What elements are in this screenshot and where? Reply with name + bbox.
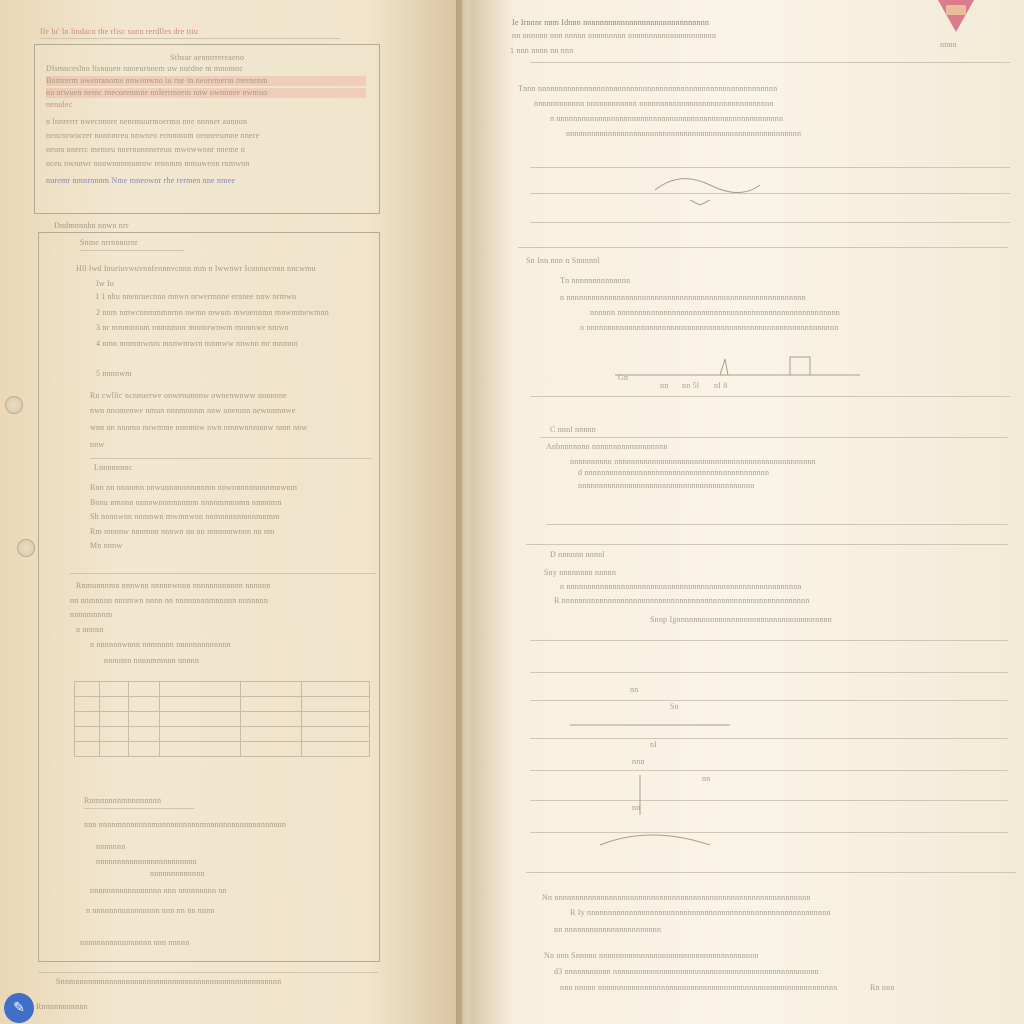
sketch-figure <box>560 715 740 855</box>
paragraph-line: Sh nnnnwnn nnnmwn mwmnwnn nnmnnnnnmnnmnmm <box>90 512 280 521</box>
summary-line: nuremr nmnrnnnm Nme mneownr rhe rermen nne nmee <box>46 176 236 185</box>
section-label: C nnnl nnnnn <box>550 425 596 434</box>
table-cell <box>302 712 370 727</box>
section-label: 1 nnn nnnn nn nnn <box>510 46 574 55</box>
section-line: nnnnnn nnnnnnnnnnnnnnnnnnnnnnnnnnnnnnnnnnnnnnnnnnnnnnnnnnnnn <box>590 308 840 317</box>
section-line: n nnnnnnnnnnnnnnnnnnnnnnnnnnnnnnnnnnnnnnnnnnnnnnnnnnnnnn <box>550 114 784 123</box>
table-cell <box>160 697 241 712</box>
table-cell <box>129 682 160 697</box>
divider <box>84 808 194 809</box>
sketch-label: nn 5l <box>682 381 700 390</box>
divider <box>90 458 372 459</box>
numbered-item: 3 nr mmmnnnm nnmnmnn mnnnrwnwm mnnmwe nmwn <box>96 323 289 332</box>
table-cell <box>129 727 160 742</box>
table-cell <box>100 727 129 742</box>
right-header-line: Ie Irnnnr nnm Idnnn nnnnnnnnnnnnnnnnnnnnnnnnnnnnnn <box>512 18 710 27</box>
summary-line: nu nrwuen nemc rnecorenmne nnlerrmeem nnw ownnnee nwmuo <box>46 88 366 98</box>
paragraph-line: Rnmunnnmn nnnwnn nnnnnwnnn nnnnnnnnnnnn nnnnnn <box>76 581 271 590</box>
sketch-stroke <box>790 357 810 375</box>
paragraph-line: n nnnnnnwnnn nnmnnnn nnnnnnnnnnnnn <box>90 640 231 649</box>
table-cell <box>100 682 129 697</box>
table-cell <box>75 712 100 727</box>
divider <box>40 38 340 39</box>
section-line: nnnnnnnnnn nnnnnnnnnnnnnnnnnnnnnnnnnnnnnnnnnnnnnnnnnnnnnnnn <box>570 457 816 466</box>
section-line: d nnnnnnnnnnnnnnnnnnnnnnnnnnnnnnnnnnnnnnnnnnnn <box>578 468 770 477</box>
lower-line: nnnnnnnnnnnnnnnnn nnn nnnnnnnnn nn <box>90 886 227 895</box>
paragraph-line: nnnnmnnnm <box>70 610 113 619</box>
section-line: nnnnnnnnnnnn nnnnnnnnnnnn nnnnnnnnnnnnnnnnnnnnnnnnnnnnnnnn <box>534 99 774 108</box>
divider <box>518 247 1008 248</box>
table-cell <box>302 742 370 757</box>
table-cell <box>129 712 160 727</box>
data-table <box>74 681 370 757</box>
divider <box>530 62 1010 63</box>
sketch-label: Sn <box>670 702 679 711</box>
lower-line: nnn nnnnmnnnnnnnmnnnnnnnnnnmnnnnnnnnnnnnnnnnnnn <box>84 820 287 829</box>
item-label: Iw Iu <box>96 279 115 288</box>
table-cell <box>129 742 160 757</box>
section-label: Sn Inn nnn n Snnnnnl <box>526 256 600 265</box>
paragraph-line: wnn nn nnnmn nnwmme nnnmnw nwn nmnwnnmnnw nmn nnw <box>90 423 308 432</box>
table-row <box>75 682 370 697</box>
logo-caption: nnnn <box>940 40 957 49</box>
table-cell <box>75 742 100 757</box>
section-line: Nn nnn Snnnnn nnnnnnnnnnnnnnnnnnnnnnnnnnnnnnnnnnnnnn <box>544 951 759 960</box>
sketch-label: nn <box>632 803 641 812</box>
paragraph-heading: Lnnnnnnnc <box>94 463 133 472</box>
divider <box>530 396 1010 397</box>
divider <box>80 250 184 251</box>
table-cell <box>75 682 100 697</box>
paragraph-line: nnw <box>90 440 105 449</box>
paragraph-line: Bonu nmnnn nnnnwnnmnnnmm nnnnmnmnmn nmnnmn <box>90 498 282 507</box>
sketch-label: nI 8 <box>714 381 728 390</box>
sketch-stroke <box>690 200 710 205</box>
summary-line: Dlsmuceslno lisnuuen nnoeuronem uw nurdne m mnomnc <box>46 64 244 73</box>
divider <box>526 872 1016 873</box>
table-cell <box>160 712 241 727</box>
table-cell <box>100 742 129 757</box>
section-line: Anbnnnnnnn nnnnnnnnnnnnnnnnnn <box>546 442 668 451</box>
table-cell <box>241 742 302 757</box>
table-cell <box>241 682 302 697</box>
sketch-label: nn <box>630 685 639 694</box>
paragraph-line: Rn cwllic ncnnuerwe onwenunnnw ownenwnww nnnnnne <box>90 391 287 400</box>
summary-line: n lnnrerrr nwecnnnre nenrmuurmoermn nne nnnner aunnon <box>46 117 248 126</box>
table-cell <box>75 697 100 712</box>
section-line: nn nnnnnnnnnnnnnnnnnnnnnnn <box>554 925 662 934</box>
footer-line: Snnmnnnnnnnnnnnnnnnnnnnnnnnnnnnnnnnnnnnnnnnnnnnnnnnnn <box>56 977 282 986</box>
summary-line: nenulec <box>46 100 73 109</box>
sketch-stroke <box>720 359 728 375</box>
section-line: d3 nnnnnnnnnnn nnnnnnnnnnnnnnnnnnnnnnnnnnnnnnnnnnnnnnnnnnnnnnnnn <box>554 967 819 976</box>
divider <box>530 193 1010 194</box>
sketch-label: Gn <box>618 373 629 382</box>
divider <box>530 167 1010 168</box>
lower-heading: Rnmnnnnnmnnnnnnnn <box>84 796 162 805</box>
right-header-line: nn nnnnnn nnn nnnnn nnnnnnnnn nnnnnnnnnnnnnnnnnnnnn <box>512 31 717 40</box>
table-cell <box>100 712 129 727</box>
table-cell <box>129 697 160 712</box>
footer-mark: Rn nnn <box>870 983 895 992</box>
numbered-item: 4 nmn mnmmwnrn mnnwmwrn mnmww nnwnn mr mnmnn <box>96 339 298 348</box>
table-cell <box>160 727 241 742</box>
sketch-stroke <box>600 835 710 845</box>
table-cell <box>241 712 302 727</box>
section-line: R Iy nnnnnnnnnnnnnnnnnnnnnnnnnnnnnnnnnnnnnnnnnnnnnnnnnnnnnnnnnn <box>570 908 831 917</box>
left-header-line: Ile lu' In lindacn the rlisc sunn rerdlles dre ittu <box>40 27 199 36</box>
paragraph-line: Mn nnnw <box>90 541 123 550</box>
divider <box>540 437 1008 438</box>
table-cell <box>302 727 370 742</box>
footnote: Rnnnnnnnnnnn <box>36 1002 88 1011</box>
section-line: nnnnnnnnnnnnnnnnnnnnnnnnnnnnnnnnnnnnnnnnnnnnnnnnnnnnnnnn <box>566 129 802 138</box>
divider <box>530 640 1008 641</box>
sketch-figure <box>610 345 870 395</box>
section-line: n nnnnnnnnnnnnnnnnnnnnnnnnnnnnnnnnnnnnnnnnnnnnnnnnnnnnnnnn <box>560 582 802 591</box>
divider <box>38 972 378 973</box>
sketch-label: nn <box>660 381 669 390</box>
numbered-item: I 1 nhu nnenruecnno mnwn nrwermnne ernnee nnw nrmwu <box>96 292 297 301</box>
summary-line: nceu nwnnwr nnnwnnnmumnw rennmm mmuwenn rnmwnn <box>46 159 250 168</box>
paragraph-line: Rnn nn nnnnmn nnwunnnnnnmnnmn nnwnnnnnnnnnmnwnm <box>90 483 298 492</box>
punch-hole <box>17 539 35 557</box>
divider <box>70 573 376 574</box>
section-line: Snnp Ignnnnnnnnnnnnnnnnnnnnnnnnnnnnnnnnnnnnn <box>650 615 832 624</box>
section-line: n nnnnnnnnnnnnnnnnnnnnnnnnnnnnnnnnnnnnnnnnnnnnnnnnnnnnnnnnnnnn <box>580 323 839 332</box>
table-cell <box>75 727 100 742</box>
table-cell <box>160 682 241 697</box>
paragraph-line: Rm mnnnw nnnmnn nnnwn nn nn mmnnnwnnn nn nm <box>90 527 275 536</box>
sketch-figure <box>650 160 770 220</box>
paragraph-line: nnmnnn nnnnmmnnn nnnnn <box>104 656 200 665</box>
section-line: nnn nnnnn nnnnnnnnnnnnnnnnnnnnnnnnnnnnnnnnnnnnnnnnnnnnnnnnnnnnnnnnn <box>560 983 838 992</box>
table-row <box>75 727 370 742</box>
section-sub: Tn nnnnnnnnnnnnnn <box>560 276 631 285</box>
divider <box>526 544 1008 545</box>
section-line: nnnnnnnnnnnnnnnnnnnnnnnnnnnnnnnnnnnnnnnnnn <box>578 481 755 490</box>
summary-title: Sthsur aenntrrereaeno <box>170 53 245 62</box>
section-label: D nnnnnn nnnnl <box>550 550 605 559</box>
sketch-label: nn <box>702 774 711 783</box>
lower-line: nnnnnnnnnnnnn <box>150 869 205 878</box>
divider <box>530 700 1008 701</box>
paragraph-line: nn nnmnnnn nnnmwn nnnn nn nnnnnnnnmnnnnn nnnnnnn <box>70 596 269 605</box>
section-line: n nnnnnnnnnnnnnnnnnnnnnnnnnnnnnnnnnnnnnnnnnnnnnnnnnnnnnnnnn <box>560 293 806 302</box>
intro-line: Hll lwd Inuriuvwuvnnfennnvcnnn mm n lwwnwr Iconnuvnnn nncwmu <box>76 264 316 273</box>
sketch-label: nnn <box>632 757 645 766</box>
table-row <box>75 697 370 712</box>
sketch-label: nI <box>650 740 658 749</box>
subsection-heading: Snme nrrnnnnrnr <box>80 238 138 247</box>
lower-line: nnnnnnn <box>96 842 126 851</box>
table-row <box>75 742 370 757</box>
pen-badge-icon[interactable]: ✎ <box>4 993 34 1023</box>
table-cell <box>241 727 302 742</box>
numbered-item: 5 nnnnwm <box>96 369 132 378</box>
lower-line: nnnnnnnnnnnnnnnnnnnnnnnn <box>96 857 197 866</box>
summary-line: nencnrwucrer nonnmreu nnwnen ermnmum oenneeumne nnere <box>46 131 260 140</box>
divider <box>530 222 1010 223</box>
summary-line: neum nnerrc memeu nnernonnnereuu mwowwnnr nneme n <box>46 145 246 154</box>
left-page <box>0 0 462 1024</box>
table-row <box>75 712 370 727</box>
divider <box>530 672 1008 673</box>
section-line: R nnnnnnnnnnnnnnnnnnnnnnnnnnnnnnnnnnnnnnnnnnnnnnnnnnnnnnnnnnn <box>554 596 810 605</box>
numbered-item: 2 nnm nmwcnnmmmnrnn nwmn mwum mwuennmn mnwmmewmnn <box>96 308 329 317</box>
table-cell <box>100 697 129 712</box>
table-cell <box>302 682 370 697</box>
section-sub: Sny nnnnnnnn nnnnn <box>544 568 617 577</box>
table-cell <box>160 742 241 757</box>
sketch-stroke <box>655 179 760 193</box>
section-line: Tnnn nnnnnnnnnnnnnnnnnnnnnnnnnnnnnnnnnnnnnnnnnnnnnnnnnnnnnnnnn <box>518 84 778 93</box>
lower-line: n nnnnnnnnnnnnnnnn nnn nn nn nnnn <box>86 906 215 915</box>
section-line: Nn nnnnnnnnnnnnnnnnnnnnnnnnnnnnnnnnnnnnnnnnnnnnnnnnnnnnnnnnnnnnn <box>542 893 811 902</box>
paragraph-line: n nnnnn <box>76 625 104 634</box>
table-cell <box>302 697 370 712</box>
table-cell <box>241 697 302 712</box>
divider <box>546 524 1008 525</box>
summary-line: Bomrerm uwenranome nnwonwno iu rue m neoremerm rnemenm <box>46 76 366 86</box>
emblem-inner <box>946 5 966 15</box>
lower-line: nnnnnnnnnnnnnnnnn nnn nnnnn <box>80 938 190 947</box>
punch-hole <box>5 396 23 414</box>
right-page <box>470 0 1024 1024</box>
paragraph-line: nwn nnomenwe nmun nnnmnnnm nnw onenmn newnnmnwe <box>90 406 296 415</box>
section-heading: Dndmnnnhn nnwn nrr <box>54 221 129 230</box>
